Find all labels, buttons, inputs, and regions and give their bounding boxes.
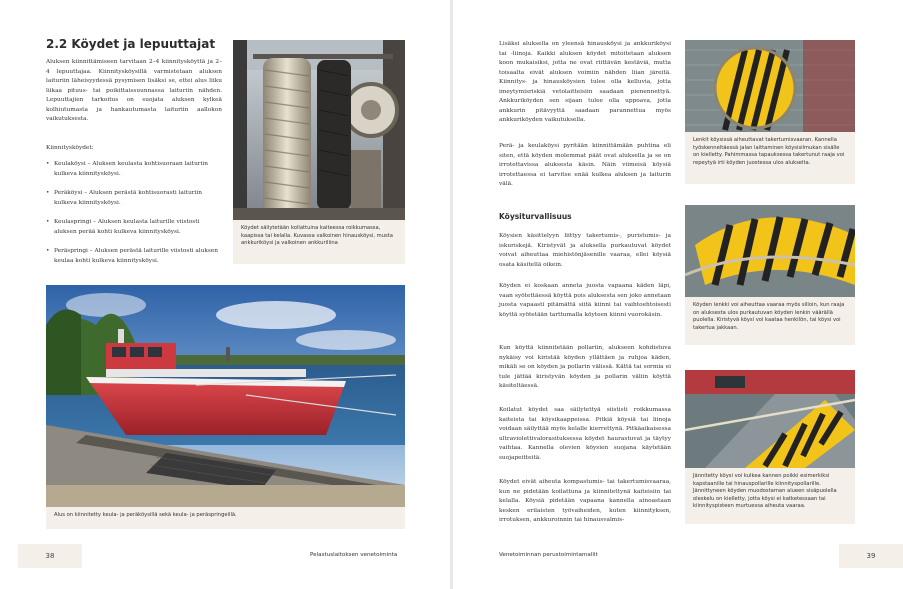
running-head: Venetoiminnan perustoimintamallit (499, 552, 598, 558)
section-heading: 2.2 Köydet ja lepuuttajat (46, 37, 216, 51)
list-item: • Peräköysi – Aluksen perästä kohtisuorasti laituriin kulkeva kiinnitysköysi. (46, 189, 222, 208)
rope-loop-caption-2: Köyden lenkki voi aiheuttaa vaaraa myös silloin, kun raaja on aluksesta ulos purkautuvan köyden lenkin väärällä puolella. Kiristyvä köysi voi kaataa henkilön, tai köysi voi takertua jakkaan. (685, 297, 855, 345)
paragraph: Köydet eivät aiheuta kompastumis- tai takertumisvaaraa, kun ne pidetään koilattuna ja kiinnitettynä kaiteisiin tai kelalla. Köysiä pidetään vapaana kannella ainoastaan kesken erilaisten työvaiheiden, kuten kiinnityksen, irrotuksen, ankkuroinnin tai hinausvalmis- (499, 479, 671, 523)
deck-rope-caption: Jännitetty köysi voi kulkea kannen poikki esimerkiksi kapstaanille tai hinauspollarille kiinnityspollarille. Jännittyneen köyden muodostaman alueen sisäpuolella oleskelu on kielletty, jotta köysi ei katketessaan tai kiinnityspisteen murtuessa aiheuta vaaraa. (685, 468, 855, 524)
boat-caption: Alus on kiinnitetty keula- ja peräköysillä sekä keula- ja peräspringeillä. (46, 507, 405, 529)
paragraph: Kun köyttä kiinnitetään pollariin, alukseen kohdistuva nykäisy voi kiristää köyden yllättäen ja ruhjoa käden, mikäli se on köyden ja pollarin välissä. Kättä tai sormia ei tule jättää kiristyvän köyden ja pollarin väliin köyttä käsiteltäessä. (499, 345, 671, 389)
paragraph: Köyden ei koskaan anneta juosta vapaana käden läpi, vaan syötettäessä köyttä pois aluksesta sen joko annetaan juosta vapaasti pitämättä siitä kiinni tai vaihtoehtoisesti köyttä syötetään tarttumalla köyteen kiinni vuorokäsin. (499, 283, 671, 318)
subheading: Köysiturvallisuus (499, 212, 572, 221)
page-number: 39 (839, 544, 903, 568)
intro-paragraph: Aluksen kiinnittämiseen tarvitaan 2–4 kiinnitysköyttä ja 2–4 lepuuttajaa. Kiinnitysköysillä varmistetaan aluksen laituriin läheisyydessä pysymisen lisäksi se, ettei alus liiku liikaa pituus- tai poikittaissuunnassa laituriin nähden. Lepuuttajien tarkoitus on suojata aluksen kylkeä kolhiutumasta ja hankautumasta laituriin aallokon vaikutuksesta. (46, 59, 222, 122)
paragraph: Koilatut köydet saa säilytettyä siististi roikkumassa kaiteista tai köysikaappeissa. Pitkiä köysiä tai liinoja voidaan säilyttää myös kelalle kierrettynä. Pitkäaikaisessa ultraviolettivalorasituksessa köydet haurastuvat ja täytyy vaihtaa. Kannella olevien köysien suojana käytetään suojapeitteitä. (499, 407, 671, 461)
coiled-rope-image (233, 40, 405, 220)
paragraph: Köysien käsittelyyn liittyy takertumis-, puristumis- ja iskuriskejä. Kiristyvät ja aluksella purkautuvat köydet voivat aiheuttaa miehistönjäsenille vaaraa, ellei köysiä osata käsitellä oikein. (499, 233, 671, 268)
coiled-rope-caption: Köydet säilytetään kollattuina kaiteessa roikkumassa, kaapissa tai kelalla. Kuvassa valkoinen hinausköysi, musta ankkuriköysi ja valkoinen ankkuriliina (233, 220, 405, 264)
list-item: • Keulaköysi – Aluksen keulasta kohtisuoraan laituriin kulkeva kiinnitysköysi. (46, 160, 222, 179)
boat-image (46, 285, 405, 507)
rope-loop-image (685, 40, 855, 132)
list-item: • Peräspringi – Aluksen perästä laiturille viistosti aluksen keulaa kohti kulkeva kiinnitysköysi. (46, 247, 222, 266)
deck-rope-image (685, 370, 855, 468)
running-head: Pelastuslaitoksen venetoiminta (310, 552, 398, 558)
rope-loop-caption: Lenkit köysissä aiheuttavat takertumisvaaran. Kannella työskenneltäessä jalan laittaminen köysisilmukan sisälle on kielletty. Pahimmassa tapauksessa takertunut raaja voi repeytyä irti köyden juostessa ulos alukselta. (685, 132, 855, 184)
list-item: • Keulaspringi – Aluksen keulasta laiturille viistosti aluksen perää kohti kulkeva kiinnitysköysi. (46, 218, 222, 237)
list-title: Kiinnitysköydet: (46, 145, 94, 151)
right-page (453, 0, 903, 589)
paragraph: Lisäksi aluksella on yleensä hinausköysi ja ankkuriköysi tai -liinoja. Kaikki aluksen köydet mitoitetaan aluksen koon mukaisiksi, jotta ne ovat riittävän kestäviä, mutta toisaalta eivät aluksen voimiin nähden liian järeitä. Kiinnitys- ja hinausköysien tulee olla kelluvia, jotta imeytymisriskiä vetolaitteisiin saadaan pienennettyä. Ankkuriköyden sen sijaan tulee olla uppoava, jotta ankkurin pitävyyttä saadaan parannettua myös ankkuriköyden vaikutuksella. (499, 41, 671, 123)
rope-loop-image-2 (685, 205, 855, 297)
paragraph: Perä- ja keulaköysi pyritään kiinnittämään puhtina eli siten, että köyden molemmat päät ovat aluksella ja se on irrotettavissa aluksesta käsin. Näin viimeisä köysiä irrotettaessa ei tarvitse enää kulkea aluksen ja laiturin välä. (499, 143, 671, 187)
page-number: 38 (18, 544, 82, 568)
mooring-lines-list (46, 160, 222, 276)
left-page (0, 0, 450, 589)
